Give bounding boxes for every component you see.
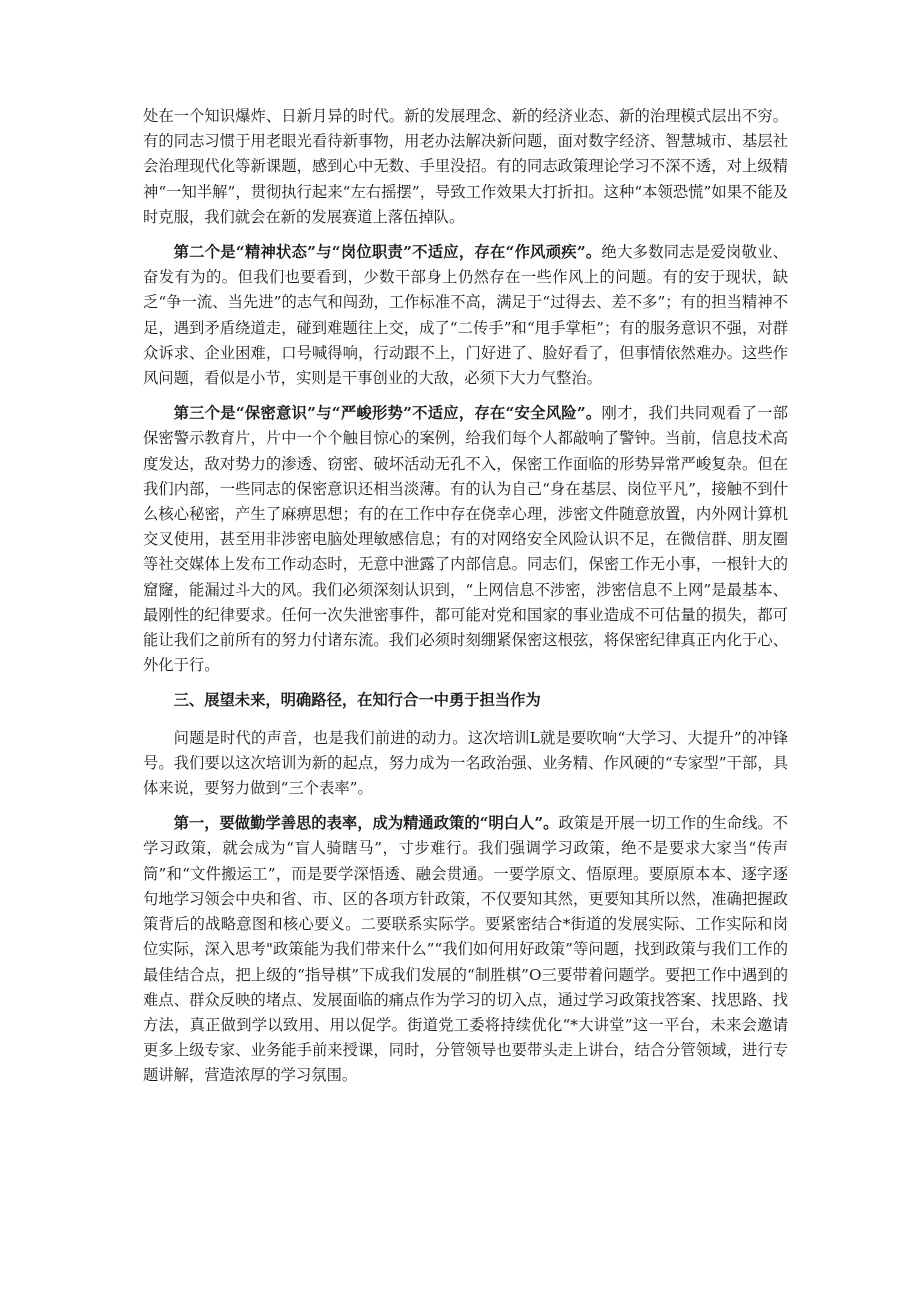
paragraph-5-body: 问题是时代的声音，也是我们前进的动力。这次培训L就是要吹响“大学习、大提升”的冲锋号。我们要以这次培训为新的起点，努力成为一名政治强、业务精、作风硬的“专家型”干部，具体来说，要努力做到“三个表率”。 bbox=[143, 728, 788, 798]
paragraph-5 bbox=[143, 726, 788, 802]
paragraph-1 bbox=[143, 104, 788, 230]
paragraph-3 bbox=[143, 401, 788, 678]
paragraph-1-body: 处在一个知识爆炸、日新月异的时代。新的发展理念、新的经济业态、新的治理模式层出不穷。有的同志习惯于用老眼光看待新事物，用老办法解决新问题，面对数字经济、智慧城市、基层社会治理现代化等新课题，感到心中无数、手里没招。有的同志政策理论学习不深不透，对上级精神“一知半解”，贯彻执行起来“左右摇摆”，导致工作效果大打折扣。这种“本领恐慌”如果不能及时克服，我们就会在新的发展赛道上落伍掉队。 bbox=[143, 107, 788, 226]
paragraph-6-lead: 第一，要做勤学善思的表率，成为精通政策的“明白人”。 bbox=[173, 814, 559, 833]
paragraph-2-lead: 第二个是“精神状态”与“岗位职责”不适应，存在“作风顽疾”。 bbox=[173, 243, 602, 262]
paragraph-6-body: 政策是开展一切工作的生命线。不学习政策，就会成为“盲人骑瞎马”，寸步难行。我们强调学习政策，绝不是要求大家当“传声筒”和“文件搬运工”，而是要学深悟透、融会贯通。一要学原文、悟原理。要原原本本、逐字逐句地学习领会中央和省、市、区的各项方针政策，不仅要知其然，更要知其所以然，准确把握政策背后的战略意图和核心要义。二要联系实际学。要紧密结合*街道的发展实际、工作实际和岗位实际，深入思考"政策能为我们带来什么”“我们如何用好政策”等问题，找到政策与我们工作的最佳结合点，把上级的“指导棋”下成我们发展的“制胜棋”O三要带着问题学。要把工作中遇到的难点、群众反映的堵点、发展面临的痛点作为学习的切入点，通过学习政策找答案、找思路、找方法，真正做到学以致用、用以促学。街道党工委将持续优化“*大讲堂”这一平台，未来会邀请更多上级专家、业务能手前来授课，同时，分管领导也要带头走上讲台，结合分管领域，进行专题讲解，营造浓厚的学习氛围。 bbox=[143, 814, 788, 1085]
document-page bbox=[143, 104, 788, 1099]
paragraph-2-body: 绝大多数同志是爱岗敬业、奋发有为的。但我们也要看到，少数干部身上仍然存在一些作风上的问题。有的安于现状，缺乏“争一流、当先进”的志气和闯劲，工作标准不高，满足于“过得去、差不多”；有的担当精神不足，遇到矛盾绕道走，碰到难题往上交，成了“二传手”和“甩手掌柜”；有的服务意识不强，对群众诉求、企业困难，口号喊得响，行动跟不上，门好进了、脸好看了，但事情依然难办。这些作风问题，看似是小节，实则是干事创业的大敌，必须下大力气整治。 bbox=[143, 243, 788, 388]
paragraph-3-body: 刚才，我们共同观看了一部保密警示教育片，片中一个个触目惊心的案例，给我们每个人都敲响了警钟。当前，信息技术高度发达，敌对势力的渗透、窃密、破坏活动无孔不入，保密工作面临的形势异常严峻复杂。但在我们内部，一些同志的保密意识还相当淡薄。有的认为自己“身在基层、岗位平凡”，接触不到什么核心秘密，产生了麻痹思想；有的在工作中存在侥幸心理，涉密文件随意放置，内外网计算机交叉使用，甚至用非涉密电脑处理敏感信息；有的对网络安全风险认识不足，在微信群、朋友圈等社交媒体上发布工作动态时，无意中泄露了内部信息。同志们，保密工作无小事，一根针大的窟窿，能漏过斗大的风。我们必须深刻认识到，“上网信息不涉密，涉密信息不上网”是最基本、最刚性的纪律要求。任何一次失泄密事件，都可能对党和国家的事业造成不可估量的损失，都可能让我们之前所有的努力付诸东流。我们必须时刻绷紧保密这根弦，将保密纪律真正内化于心、外化于行。 bbox=[143, 404, 788, 675]
section-heading: 三、展望未来，明确路径，在知行合一中勇于担当作为 bbox=[173, 691, 541, 710]
paragraph-2 bbox=[143, 240, 788, 391]
paragraph-3-lead: 第三个是“保密意识”与“严峻形势”不适应，存在“安全风险”。 bbox=[173, 404, 602, 423]
paragraph-6 bbox=[143, 811, 788, 1088]
